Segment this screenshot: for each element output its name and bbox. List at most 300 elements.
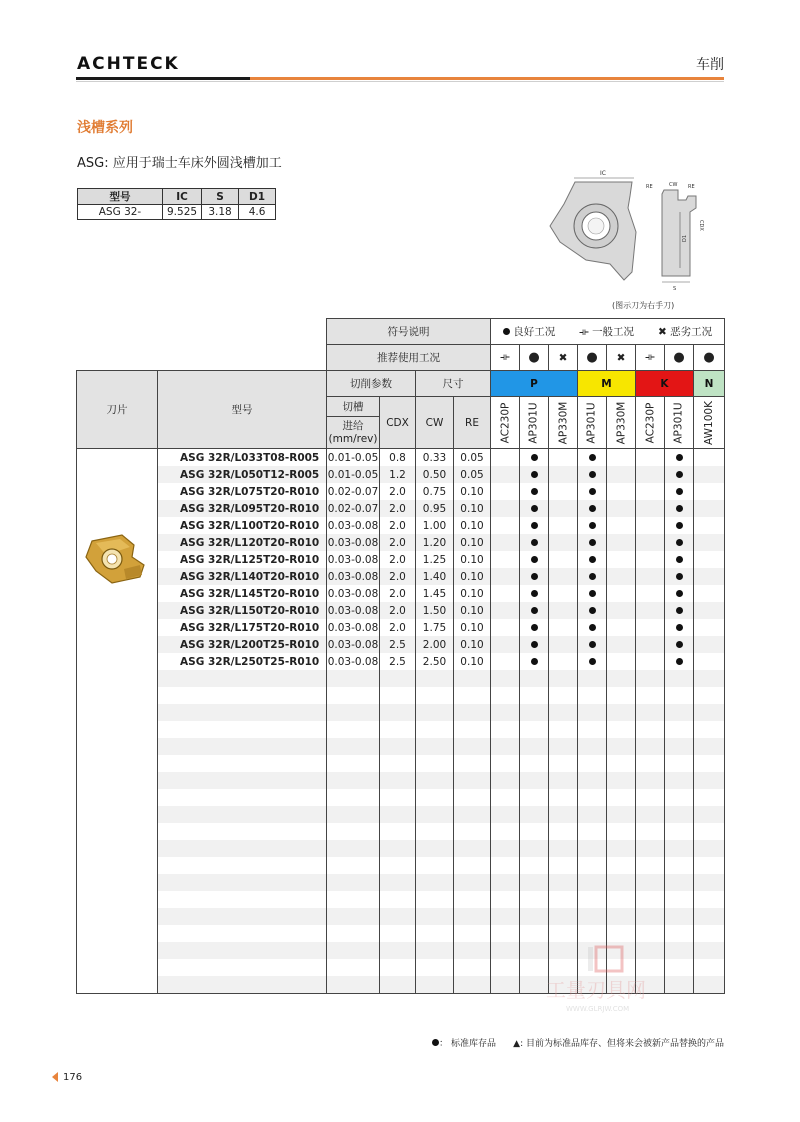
- cell-model: ASG 32R/L095T20-R010: [158, 500, 327, 517]
- cell-stock: [549, 449, 578, 467]
- cell-cdx: [380, 704, 416, 721]
- grade-header: [578, 397, 607, 449]
- cell-stock: [636, 449, 665, 467]
- cell-stock: [607, 823, 636, 840]
- cell-stock: [491, 636, 520, 653]
- page-triangle-icon: [52, 1072, 58, 1082]
- stock-dot-icon: [531, 556, 538, 563]
- blank-cell: [77, 345, 327, 371]
- cell-stock: [694, 942, 725, 959]
- cell-re: 0.10: [454, 585, 491, 602]
- cell-cw: [416, 755, 454, 772]
- table-row: [77, 517, 725, 534]
- cell-stock: [578, 687, 607, 704]
- cell-stock: [607, 517, 636, 534]
- cell-cw: 1.20: [416, 534, 454, 551]
- cell-model: ASG 32R/L150T20-R010: [158, 602, 327, 619]
- grade-wrap: [694, 399, 724, 447]
- cell-cdx: 2.0: [380, 602, 416, 619]
- stock-dot-icon: [676, 556, 683, 563]
- cell-cw: [416, 908, 454, 925]
- stock-dot-icon: [589, 590, 596, 597]
- cell-stock: [636, 908, 665, 925]
- table-row: [77, 449, 725, 467]
- cell-cw: 0.50: [416, 466, 454, 483]
- col-cutting-params: 切削参数: [327, 371, 416, 397]
- cell-stock: [578, 772, 607, 789]
- stock-dot-icon: [676, 573, 683, 580]
- cell-stock: [520, 789, 549, 806]
- cell-feed: [327, 942, 380, 959]
- cell-stock: [665, 823, 694, 840]
- cell-feed: 0.01-0.05: [327, 466, 380, 483]
- cell-stock: [520, 602, 549, 619]
- cell-cw: 1.50: [416, 602, 454, 619]
- cell-feed: [327, 704, 380, 721]
- cell-stock: [636, 670, 665, 687]
- stock-dot-icon: [531, 454, 538, 461]
- cell-stock: [694, 823, 725, 840]
- cell-stock: [665, 466, 694, 483]
- cell-cdx: [380, 789, 416, 806]
- cell-stock: [607, 534, 636, 551]
- cell-stock: [636, 551, 665, 568]
- cell-stock: [665, 585, 694, 602]
- table-row: [77, 840, 725, 857]
- cell-stock: [607, 704, 636, 721]
- good-condition-icon: ●: [586, 350, 598, 365]
- cell-stock: [549, 653, 578, 670]
- cell-stock: [607, 602, 636, 619]
- cell-stock: [636, 619, 665, 636]
- cell-stock: [520, 857, 549, 874]
- cell-re: [454, 704, 491, 721]
- cell-model: [158, 925, 327, 942]
- cell-stock: [578, 806, 607, 823]
- cell-re: [454, 789, 491, 806]
- cell-stock: [549, 840, 578, 857]
- cell-feed: [327, 670, 380, 687]
- stock-dot-icon: [676, 522, 683, 529]
- cell-cdx: 2.0: [380, 483, 416, 500]
- cell-stock: [491, 891, 520, 908]
- cell-model: [158, 772, 327, 789]
- cell-re: [454, 772, 491, 789]
- cell-stock: [665, 551, 694, 568]
- cell-stock: [694, 500, 725, 517]
- cell-stock: [694, 585, 725, 602]
- stock-dot-icon: [676, 658, 683, 665]
- table-row: [77, 483, 725, 500]
- cell-model: [158, 891, 327, 908]
- stock-dot-icon: [531, 624, 538, 631]
- table-row: [77, 891, 725, 908]
- cell-stock: [549, 466, 578, 483]
- cell-cw: [416, 891, 454, 908]
- cell-stock: [636, 466, 665, 483]
- recommend-symbol: [665, 345, 694, 371]
- material-p: P: [491, 371, 578, 397]
- table-row: [77, 602, 725, 619]
- grade-header: [520, 397, 549, 449]
- cell-stock: [491, 704, 520, 721]
- cell-cw: 1.40: [416, 568, 454, 585]
- cell-stock: [520, 653, 549, 670]
- cell-feed: [327, 806, 380, 823]
- cell-stock: [607, 806, 636, 823]
- cell-stock: [665, 857, 694, 874]
- cell-cdx: 2.0: [380, 585, 416, 602]
- cell-stock: [549, 925, 578, 942]
- cell-model: ASG 32R/L125T20-R010: [158, 551, 327, 568]
- stock-dot-icon: [589, 488, 596, 495]
- table-row: [77, 585, 725, 602]
- recommend-symbol: [636, 345, 665, 371]
- cell-stock: [520, 568, 549, 585]
- cell-stock: [491, 619, 520, 636]
- cell-stock: [520, 449, 549, 467]
- section-label: 车削: [696, 57, 724, 73]
- cell-stock: [694, 959, 725, 976]
- cell-stock: [520, 806, 549, 823]
- header-rule-orange: [250, 77, 724, 80]
- legend-title: 符号说明: [327, 319, 491, 345]
- ic-label: IC: [600, 170, 606, 177]
- cell-stock: [607, 908, 636, 925]
- stock-dot-icon: [531, 522, 538, 529]
- stock-dot-icon: [589, 624, 596, 631]
- cell-stock: [607, 721, 636, 738]
- cell-re: 0.10: [454, 653, 491, 670]
- cell-stock: [665, 517, 694, 534]
- cell-stock: [578, 704, 607, 721]
- cell-stock: [578, 908, 607, 925]
- good-condition-icon: ●: [673, 350, 685, 365]
- cell-stock: [491, 602, 520, 619]
- cell-re: 0.10: [454, 483, 491, 500]
- cell-model: [158, 942, 327, 959]
- blank-cell: [77, 319, 327, 345]
- col-cdx: CDX: [380, 397, 416, 449]
- cell-stock: [665, 772, 694, 789]
- cell-stock: [636, 874, 665, 891]
- cell-stock: [578, 840, 607, 857]
- table-row: [77, 908, 725, 925]
- cell-cw: [416, 704, 454, 721]
- cell-re: 0.05: [454, 466, 491, 483]
- cell-stock: [665, 738, 694, 755]
- cell-stock: [520, 551, 549, 568]
- cell-cdx: [380, 908, 416, 925]
- grade-label: AC230P: [644, 402, 657, 443]
- cell-stock: [607, 551, 636, 568]
- cell-stock: [491, 874, 520, 891]
- cell-re: 0.10: [454, 517, 491, 534]
- cell-stock: [520, 636, 549, 653]
- re-label: RE: [646, 184, 653, 190]
- cell-stock: [520, 925, 549, 942]
- cell-model: ASG 32R/L250T25-R010: [158, 653, 327, 670]
- insert-image-icon: [82, 531, 152, 591]
- stock-dot-icon: [589, 641, 596, 648]
- cell-stock: [549, 585, 578, 602]
- cell-feed: 0.03-0.08: [327, 534, 380, 551]
- cell-stock: [694, 619, 725, 636]
- recommend-symbol: [520, 345, 549, 371]
- footnote-replace: 目前为标准品库存、但将来会被新产品替换的产品: [525, 1039, 724, 1049]
- stock-dot-icon: [676, 471, 683, 478]
- cell-stock: [578, 466, 607, 483]
- cell-stock: [636, 925, 665, 942]
- cell-stock: [578, 925, 607, 942]
- cell-model: ASG 32R/L120T20-R010: [158, 534, 327, 551]
- good-symbol-icon: [503, 328, 510, 335]
- grade-header: [549, 397, 578, 449]
- cell-cdx: 2.0: [380, 551, 416, 568]
- cell-stock: [607, 874, 636, 891]
- cell-stock: [636, 789, 665, 806]
- cell-re: 0.10: [454, 568, 491, 585]
- cell-stock: [549, 704, 578, 721]
- legend-items: [491, 319, 725, 345]
- cell-cw: [416, 772, 454, 789]
- cell-cdx: [380, 840, 416, 857]
- cell-stock: [636, 721, 665, 738]
- cell-model: [158, 704, 327, 721]
- cell-cdx: [380, 806, 416, 823]
- grade-wrap: [607, 399, 635, 447]
- table-row: [77, 534, 725, 551]
- cell-cw: [416, 823, 454, 840]
- cell-feed: [327, 738, 380, 755]
- cell-stock: [549, 602, 578, 619]
- grade-header: [665, 397, 694, 449]
- cell-stock: [665, 840, 694, 857]
- cell-stock: [520, 483, 549, 500]
- cell-stock: [491, 670, 520, 687]
- footnote-stock: 标准库存品: [450, 1039, 496, 1049]
- legend-general-label: 一般工况: [592, 326, 635, 338]
- material-n: N: [694, 371, 725, 397]
- cell-stock: [491, 534, 520, 551]
- cell-re: [454, 687, 491, 704]
- cell-feed: 0.01-0.05: [327, 449, 380, 467]
- cell-stock: [665, 636, 694, 653]
- product-table: [76, 318, 725, 994]
- grade-label: AP301U: [528, 401, 540, 444]
- watermark-text: 工量刃具网: [546, 978, 646, 1002]
- cell-re: 0.10: [454, 602, 491, 619]
- cell-stock: [491, 755, 520, 772]
- cell-re: [454, 755, 491, 772]
- cell-stock: [694, 466, 725, 483]
- cell-cw: [416, 806, 454, 823]
- cell-stock: [491, 500, 520, 517]
- cell-cdx: [380, 755, 416, 772]
- cell-stock: [520, 823, 549, 840]
- cell-stock: [607, 466, 636, 483]
- cell-stock: [578, 823, 607, 840]
- cell-stock: [694, 925, 725, 942]
- cell-stock: [665, 789, 694, 806]
- cell-stock: [491, 466, 520, 483]
- cell-re: [454, 857, 491, 874]
- cell-stock: [694, 636, 725, 653]
- cell-stock: [665, 500, 694, 517]
- brand-logo: ACHTECK: [77, 54, 180, 74]
- grade-wrap: [520, 399, 548, 447]
- cell-re: 0.05: [454, 449, 491, 467]
- cell-stock: [607, 840, 636, 857]
- cell-feed: 0.02-0.07: [327, 483, 380, 500]
- cell-model: [158, 687, 327, 704]
- cell-stock: [636, 755, 665, 772]
- cell-stock: [694, 449, 725, 467]
- stock-dot-icon: [589, 556, 596, 563]
- table-row: [77, 857, 725, 874]
- cell-feed: 0.02-0.07: [327, 500, 380, 517]
- cell-cdx: [380, 959, 416, 976]
- cell-cw: [416, 925, 454, 942]
- cell-cw: [416, 959, 454, 976]
- cell-stock: [665, 602, 694, 619]
- cell-cdx: [380, 687, 416, 704]
- cell-re: [454, 670, 491, 687]
- cell-stock: [578, 500, 607, 517]
- cell-cw: [416, 670, 454, 687]
- cell-cw: 1.45: [416, 585, 454, 602]
- cell-stock: [578, 721, 607, 738]
- gen-condition-icon: ⟛: [500, 351, 510, 363]
- cell-stock: [578, 534, 607, 551]
- cell-feed: 0.03-0.08: [327, 636, 380, 653]
- d1-label: D1: [682, 234, 688, 242]
- cell-cw: 0.95: [416, 500, 454, 517]
- page-number: [52, 1072, 82, 1083]
- insert-dimension-diagram: [540, 168, 730, 296]
- cell-re: [454, 823, 491, 840]
- cell-stock: [549, 806, 578, 823]
- cell-stock: [578, 483, 607, 500]
- diagram-caption: (图示刀为右手刀): [612, 301, 675, 310]
- cell-cdx: [380, 670, 416, 687]
- poor-symbol-icon: ✖: [657, 326, 667, 338]
- table-row: [77, 568, 725, 585]
- cell-cw: [416, 857, 454, 874]
- stock-dot-icon: [531, 471, 538, 478]
- cell-stock: [578, 619, 607, 636]
- cell-cdx: 2.0: [380, 517, 416, 534]
- spec-header: D1: [239, 189, 276, 205]
- cell-stock: [549, 874, 578, 891]
- cell-model: [158, 959, 327, 976]
- cell-stock: [491, 721, 520, 738]
- cell-model: [158, 789, 327, 806]
- cell-stock: [665, 619, 694, 636]
- cell-stock: [607, 891, 636, 908]
- stock-dot-icon: [676, 590, 683, 597]
- cell-cw: [416, 738, 454, 755]
- cell-stock: [520, 772, 549, 789]
- cell-stock: [491, 772, 520, 789]
- general-symbol-icon: ⟛: [579, 326, 589, 338]
- cell-stock: [520, 585, 549, 602]
- cell-stock: [578, 517, 607, 534]
- table-row: [77, 466, 725, 483]
- cdx-label: CDX: [698, 220, 704, 231]
- insert-image-cell: [77, 449, 158, 994]
- cell-stock: [520, 874, 549, 891]
- cell-re: [454, 925, 491, 942]
- footnote: ： 标准库存品 ▲: 目前为标准品库存、但将来会被新产品替换的产品: [432, 1036, 724, 1049]
- cell-model: ASG 32R/L175T20-R010: [158, 619, 327, 636]
- cell-stock: [578, 568, 607, 585]
- cell-stock: [549, 636, 578, 653]
- stock-dot-icon: [676, 607, 683, 614]
- cell-stock: [636, 568, 665, 585]
- cell-feed: [327, 874, 380, 891]
- cell-stock: [491, 840, 520, 857]
- stock-dot-icon: [432, 1039, 439, 1046]
- cell-stock: [636, 823, 665, 840]
- cell-stock: [607, 653, 636, 670]
- cell-feed: 0.03-0.08: [327, 585, 380, 602]
- col-re: RE: [454, 397, 491, 449]
- cell-stock: [491, 653, 520, 670]
- cell-model: [158, 840, 327, 857]
- table-row: [77, 738, 725, 755]
- triangle-icon: ▲: [513, 1039, 521, 1049]
- cell-stock: [607, 585, 636, 602]
- cell-feed: [327, 857, 380, 874]
- cell-cw: [416, 687, 454, 704]
- cell-stock: [665, 925, 694, 942]
- series-description: ASG: 应用于瑞士车床外圆浅槽加工: [77, 156, 282, 171]
- cell-stock: [520, 466, 549, 483]
- cell-cdx: 2.5: [380, 653, 416, 670]
- cell-cdx: 2.5: [380, 636, 416, 653]
- grade-label: AP330M: [615, 401, 627, 444]
- cell-stock: [578, 449, 607, 467]
- cell-stock: [636, 772, 665, 789]
- table-row: [77, 636, 725, 653]
- page-number-text: 176: [63, 1072, 83, 1083]
- spec-cell: 4.6: [239, 205, 276, 220]
- cell-stock: [694, 670, 725, 687]
- stock-dot-icon: [589, 573, 596, 580]
- cell-cdx: [380, 823, 416, 840]
- grade-label: AC230P: [499, 402, 512, 443]
- cell-stock: [694, 517, 725, 534]
- cell-model: ASG 32R/L075T20-R010: [158, 483, 327, 500]
- stock-dot-icon: [531, 505, 538, 512]
- spec-header: 型号: [78, 189, 163, 205]
- cell-stock: [578, 636, 607, 653]
- cell-stock: [636, 636, 665, 653]
- s-label: S: [673, 286, 677, 292]
- cell-stock: [607, 925, 636, 942]
- cell-re: 0.10: [454, 534, 491, 551]
- cell-stock: [665, 483, 694, 500]
- cell-stock: [607, 772, 636, 789]
- cell-cdx: 0.8: [380, 449, 416, 467]
- cell-model: [158, 908, 327, 925]
- cell-stock: [694, 551, 725, 568]
- cell-re: 0.10: [454, 636, 491, 653]
- cell-model: [158, 823, 327, 840]
- cell-stock: [491, 925, 520, 942]
- cell-cw: [416, 721, 454, 738]
